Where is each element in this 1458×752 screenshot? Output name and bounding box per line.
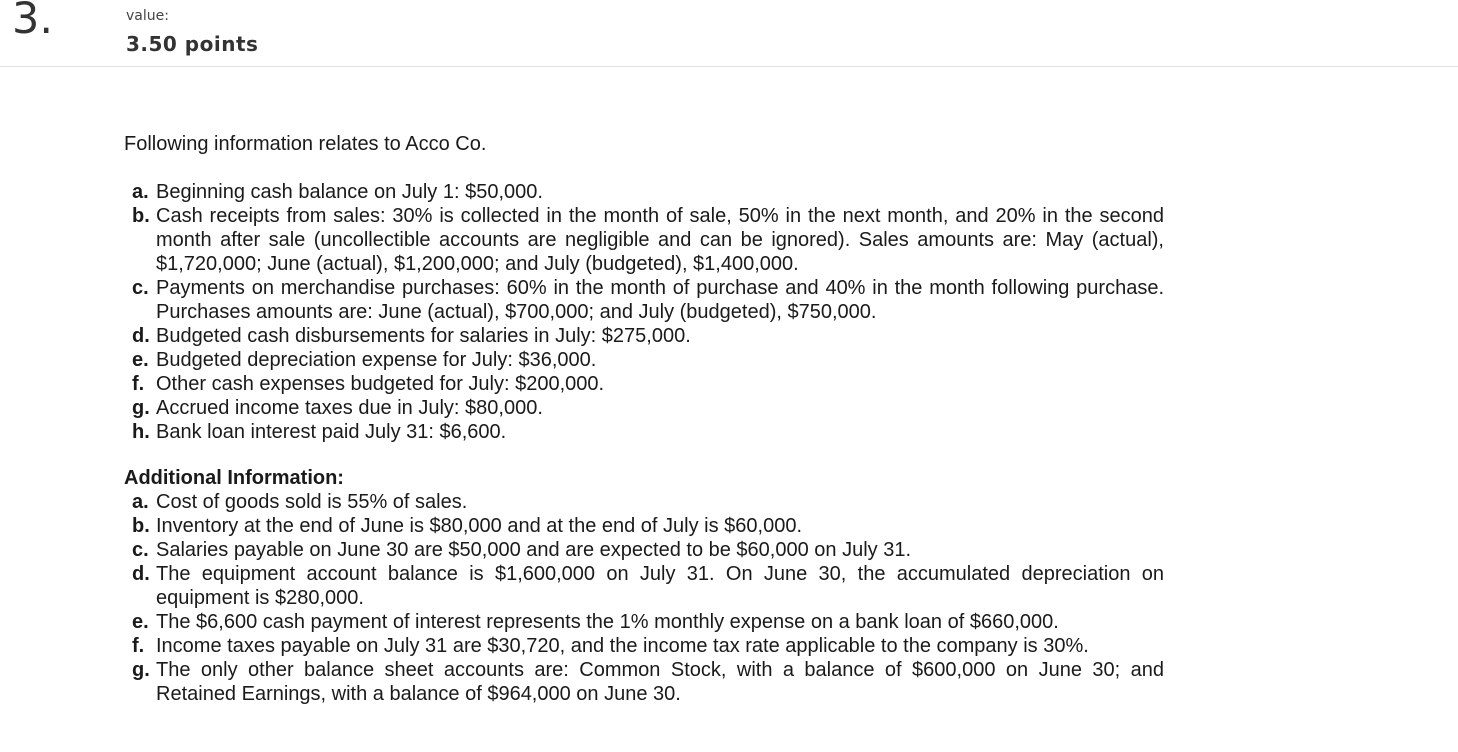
item-text: The $6,600 cash payment of interest represents the 1% monthly expense on a bank loan of $660,000. — [156, 611, 1059, 633]
item-letter: g. — [132, 397, 150, 419]
info-item-b — [124, 204, 1164, 276]
intro-text: Following information relates to Acco Co. — [124, 133, 487, 155]
additional-item-f — [124, 634, 1164, 658]
item-letter: c. — [132, 539, 149, 561]
info-item-g — [124, 396, 1164, 420]
question-body — [124, 132, 1164, 706]
item-text: Budgeted depreciation expense for July: $36,000. — [156, 349, 597, 371]
info-item-h — [124, 420, 1164, 444]
additional-item-e — [124, 610, 1164, 634]
info-item-f — [124, 372, 1164, 396]
additional-item-c — [124, 538, 1164, 562]
item-text: Budgeted cash disbursements for salaries in July: $275,000. — [156, 325, 691, 347]
item-text: Salaries payable on June 30 are $50,000 and are expected to be $60,000 on July 31. — [156, 539, 912, 561]
item-text: Cash receipts from sales: 30% is collected in the month of sale, 50% in the next month, and 20% in the second month after sale (uncollectible accounts are negligible and can be ignored). Sales amounts are: May (actual), $1,720,000; June (actual), $1,200,000; and July (budgeted), $1,400,000. — [156, 205, 1164, 275]
additional-item-d — [124, 562, 1164, 610]
additional-item-b — [124, 514, 1164, 538]
item-letter: a. — [132, 181, 149, 203]
info-item-e — [124, 348, 1164, 372]
item-letter: h. — [132, 421, 150, 443]
item-letter: f. — [132, 635, 145, 657]
item-text: Other cash expenses budgeted for July: $200,000. — [156, 373, 605, 395]
additional-info-heading: Additional Information: — [124, 467, 344, 489]
item-text: Accrued income taxes due in July: $80,000. — [156, 397, 543, 419]
item-letter: g. — [132, 659, 150, 681]
item-letter: d. — [132, 325, 150, 347]
info-item-d — [124, 324, 1164, 348]
item-text: The only other balance sheet accounts are: Common Stock, with a balance of $600,000 on June 30; and Retained Earnings, with a balance of $964,000 on June 30. — [156, 659, 1164, 705]
points-value: 3.50 points — [126, 32, 259, 56]
additional-info-list — [124, 490, 1164, 706]
info-item-a — [124, 180, 1164, 204]
item-letter: e. — [132, 611, 149, 633]
item-text: The equipment account balance is $1,600,000 on July 31. On June 30, the accumulated depreciation on equipment is $280,000. — [156, 563, 1164, 609]
item-text: Beginning cash balance on July 1: $50,000. — [156, 181, 543, 203]
item-text: Inventory at the end of June is $80,000 and at the end of July is $60,000. — [156, 515, 803, 537]
item-letter: f. — [132, 373, 145, 395]
item-letter: c. — [132, 277, 149, 299]
additional-item-a — [124, 490, 1164, 514]
item-text: Bank loan interest paid July 31: $6,600. — [156, 421, 507, 443]
item-text: Payments on merchandise purchases: 60% in the month of purchase and 40% in the month following purchase. Purchases amounts are: June (actual), $700,000; and July (budgeted), $750,000. — [156, 277, 1164, 323]
item-text: Income taxes payable on July 31 are $30,720, and the income tax rate applicable to the company is 30%. — [156, 635, 1089, 657]
item-letter: b. — [132, 205, 150, 227]
value-label: value: — [126, 8, 169, 24]
info-item-c — [124, 276, 1164, 324]
item-letter: a. — [132, 491, 149, 513]
item-text: Cost of goods sold is 55% of sales. — [156, 491, 468, 513]
question-header — [0, 0, 1458, 67]
additional-item-g — [124, 658, 1164, 706]
info-list — [124, 180, 1164, 444]
item-letter: e. — [132, 349, 149, 371]
question-number: 3. — [12, 0, 54, 44]
item-letter: b. — [132, 515, 150, 537]
item-letter: d. — [132, 563, 150, 585]
